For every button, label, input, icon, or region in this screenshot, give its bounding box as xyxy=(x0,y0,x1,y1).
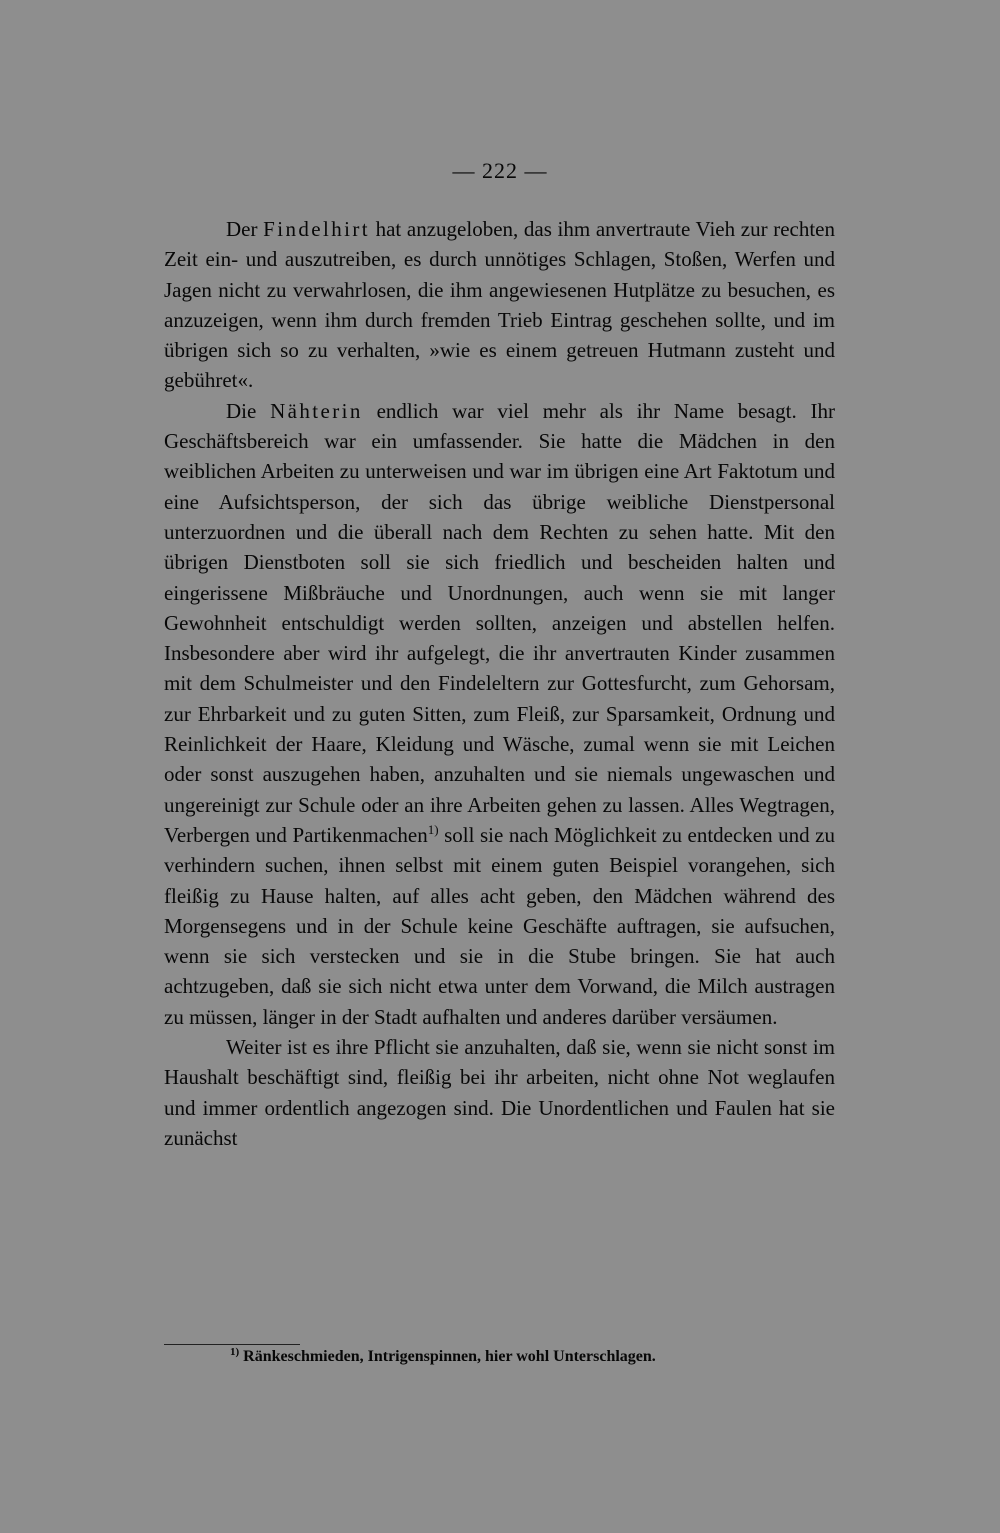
paragraph-pflicht xyxy=(164,1032,835,1153)
body-text xyxy=(164,214,835,1153)
footnote xyxy=(230,1346,656,1368)
spaced-term-findelhirt: Findelhirt xyxy=(263,217,370,241)
spaced-term-naehterin: Nähterin xyxy=(270,398,363,423)
paragraph-text: hat anzugeloben, das ihm anvertraute Vieh zur rechten Zeit ein- und auszutreiben, es durch unnötiges Schlagen, Stoßen, Werfen und Jagen nicht zu verwahrlosen, die ihm angewiesenen Hutplätze zu besuchen, es anzuzeigen, wenn ihm durch fremden Trieb Eintrag geschehen sollte, und im übrigen sich so zu verhalten, »wie es einem getreuen Hutmann zusteht und gebühret«. xyxy=(164,217,835,393)
footnote-reference: 1) xyxy=(427,821,439,837)
paragraph-text: endlich war viel mehr als ihr Name besagt. Ihr Geschäftsbereich war ein umfassender. Sie hatte die Mädchen in den weiblichen Arbeiten zu unterweisen und war im übrigen eine Art Faktotum und eine Aufsichtsperson, der sich das übrige weibliche Dienstpersonal unterzuordnen und die überall nach dem Rechten zu sehen hatte. Mit den übrigen Dienstboten soll sie sich friedlich und bescheiden halten und eingerissene Mißbräuche und Unordnungen, auch wenn sie mit langer Gewohnheit entschuldigt werden sollten, anzeigen und abstellen helfen. Insbesondere aber wird ihr aufgelegt, die ihr anvertrauten Kinder zusammen mit dem Schulmeister und den Findeleltern zur Gottesfurcht, zum Gehorsam, zur Ehrbarkeit und zu guten Sitten, zum Fleiß, zur Sparsamkeit, Ordnung und Reinlichkeit der Haare, Kleidung und Wäsche, zumal wenn sie mit Leichen oder sonst auszugehen haben, anzuhalten und sie niemals ungewaschen und ungereinigt zur Schule oder an ihre Arbeiten gehen zu lassen. Alles Wegtragen, Verbergen und Partikenmachen xyxy=(164,398,835,847)
paragraph-lead: Die xyxy=(226,398,271,423)
paragraph-lead: Der xyxy=(226,217,264,241)
page-number: — 222 — xyxy=(452,158,548,183)
footnote-marker: 1) xyxy=(230,1346,240,1358)
paragraph-findelhirt xyxy=(164,214,835,396)
paragraph-text-continued: soll sie nach Möglichkeit zu entdecken und zu verhindern suchen, ihnen selbst mit einem guten Beispiel vorangehen, sich fleißig zu Hause halten, auf alles acht geben, den Mädchen während des Morgensegens und in der Schule keine Geschäfte auftragen, sie aufsuchen, wenn sie sich verstecken und sie in die Stube bringen. Sie hat auch achtzugeben, daß sie sich nicht etwa unter dem Vorwand, die Milch austragen zu müssen, länger in der Stadt aufhalten und anderes darüber versäumen. xyxy=(164,822,835,1029)
footnote-text: Ränkeschmieden, Intrigenspinnen, hier wohl Unterschlagen. xyxy=(243,1348,656,1365)
footnote-divider xyxy=(164,1344,300,1345)
paragraph-text: Weiter ist es ihre Pflicht sie anzuhalten, daß sie, wenn sie nicht sonst im Haushalt beschäftigt sind, fleißig bei ihr arbeiten, nicht ohne Not weglaufen und immer ordentlich angezogen sind. Die Unordentlichen und Faulen hat sie zunächst xyxy=(164,1035,835,1150)
paragraph-naehterin xyxy=(164,396,835,1032)
